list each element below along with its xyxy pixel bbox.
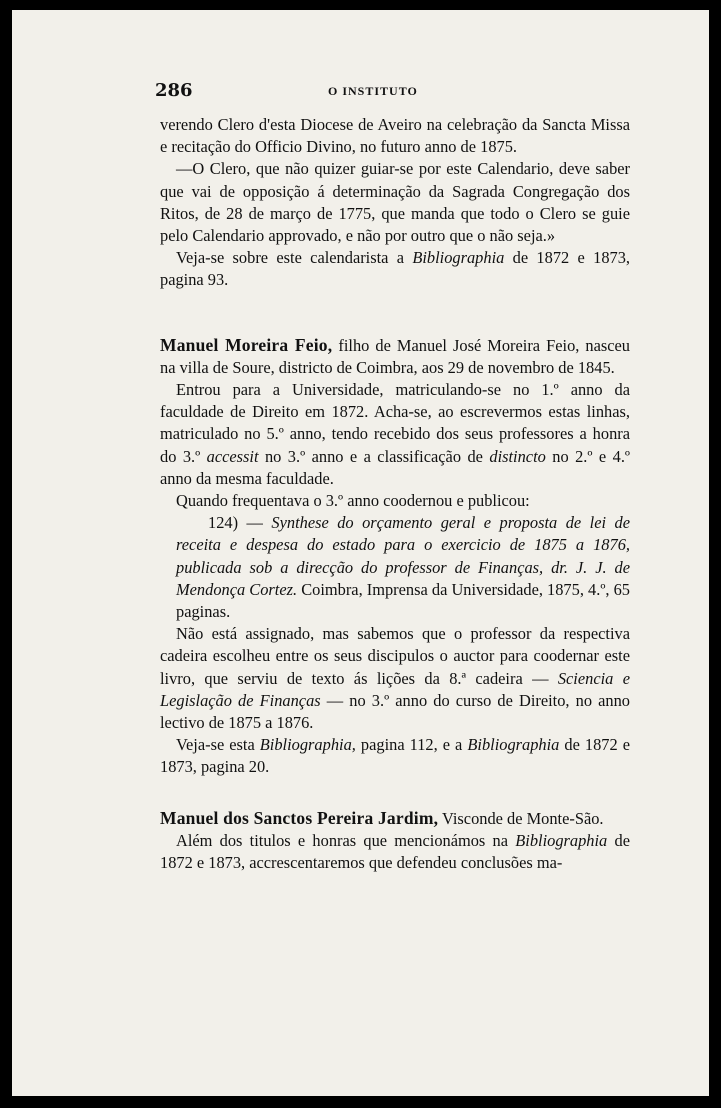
item-number: 124) — [208, 513, 272, 533]
entry-moreira-feio-intro [160, 334, 630, 379]
text-run: Além dos titulos e honras que mencionámos na [176, 830, 516, 850]
text-run: — no 3.º anno do curso de Direito, no anno lectivo de 1875 a 1876. [160, 690, 630, 733]
paragraph-clero: —O Clero, que não quizer guiar-se por este Calendario, deve saber que vai de opposição á determinação da Sagrada Congregação dos Ritos, de 28 de março de 1775, que manda que todo o Clero se guie pelo Calendario approvado, e não por outro que o não seja.» [160, 159, 630, 246]
italic-run: Synthese do orçamento geral e proposta de lei de receita e despesa do estado para o exercicio de 1875 a 1876, publicada sob a direcção do professor de Finanças, dr. J. J. de Mendonça Cortez. [176, 513, 630, 599]
page-number: 286 [155, 80, 193, 101]
paragraph-universidade [160, 379, 630, 490]
italic-run: Bibliographia [515, 830, 608, 850]
text-run: Veja-se esta [176, 735, 260, 755]
paragraph-veja-se [160, 734, 630, 778]
text-run: Veja-se sobre este calendarista a [176, 248, 413, 268]
page-body [160, 114, 630, 874]
page-header [12, 80, 709, 104]
text-run: filho de Manuel José Moreira Feio, nasceu na villa de Soure, districto de Coimbra, aos 29 de novembro de 1845. [160, 335, 631, 377]
italic-run: Sciencia e Legislação de Finanças [160, 668, 630, 710]
bibliography-item-124 [160, 512, 630, 623]
text-run: de 1872 e 1873, accrescentaremos que defendeu conclusões ma- [160, 830, 630, 873]
text-run: Não está assignado, mas sabemos que o professor da respectiva cadeira escolheu entre os seus discipulos o auctor para coodernar este livro, que serviu de texto ás lições da 8.ª cadeira — [160, 624, 630, 688]
italic-run: accessit [206, 446, 259, 466]
entry-name: Manuel Moreira Feio, [160, 334, 333, 355]
text-run: no 3.º anno e a classificação de [258, 446, 490, 466]
text-run: Coimbra, Imprensa da Universidade, 1875, 4.º, 65 paginas. [176, 579, 631, 622]
entry-name: Manuel dos Sanctos Pereira Jardim, [160, 807, 439, 828]
running-title: O INSTITUTO [328, 84, 418, 98]
text-run: Visconde de Monte-São. [438, 808, 604, 828]
section-gap [160, 292, 630, 334]
italic-run: Bibliographia [467, 735, 560, 755]
text-run: pagina 112, e a [355, 735, 468, 755]
italic-run: Bibliographia, [259, 735, 356, 755]
text-run: de 1872 e 1873, pagina 20. [160, 735, 630, 777]
paragraph-continuation: verendo Clero d'esta Diocese de Aveiro na celebração da Sancta Missa e recitação do Officio Divino, no futuro anno de 1875. [160, 115, 630, 157]
paragraph-assignado [160, 623, 630, 734]
italic-run: distincto [489, 446, 546, 466]
italic-run: Bibliographia [412, 248, 505, 268]
text-run: de 1872 e 1873, pagina 93. [160, 248, 630, 290]
entry-pereira-jardim-intro [160, 807, 630, 830]
text-run: no 2.º e 4.º anno da mesma faculdade. [160, 446, 630, 488]
section-gap [160, 779, 630, 807]
paragraph-reference [160, 247, 630, 291]
paragraph-publicou: Quando frequentava o 3.º anno coodernou e publicou: [176, 491, 530, 511]
paragraph-titulos [160, 830, 630, 874]
book-page [12, 10, 709, 1096]
text-run: Entrou para a Universidade, matriculando-se no 1.º anno da faculdade de Direito em 1872. Acha-se, ao escrevermos estas linhas, matriculado no 5.º anno, tendo recebido dos seus professores a honra do 3.º [160, 380, 630, 466]
